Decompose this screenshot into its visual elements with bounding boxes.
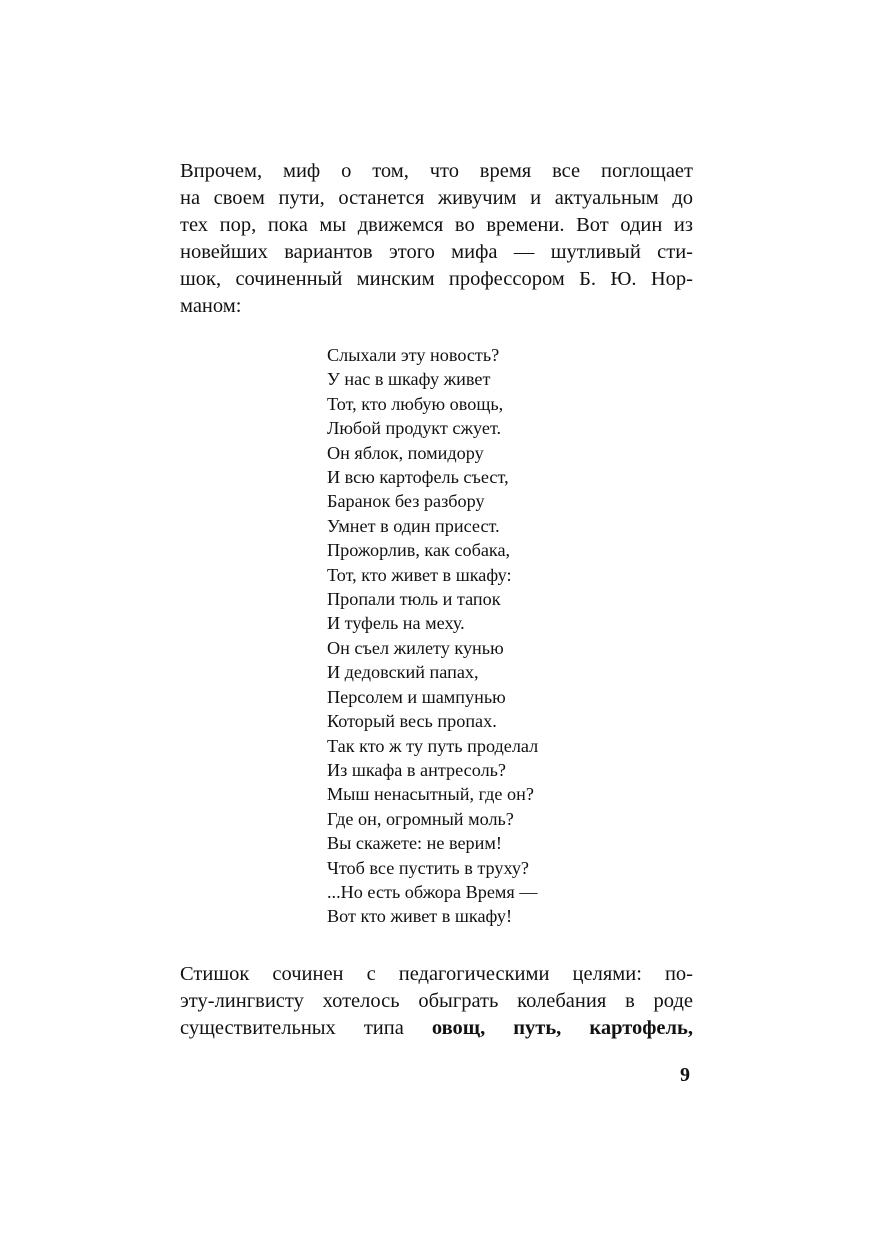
poem-line: У нас в шкафу живет xyxy=(327,369,491,390)
poem-line: Слыхали эту новость? xyxy=(327,345,500,365)
text-line: маном: xyxy=(180,295,242,317)
text-line: Впрочем, миф о том, что время все поглощает xyxy=(180,160,693,182)
poem-line: Вот кто живет в шкафу! xyxy=(327,906,513,927)
poem-line: Чтоб все пустить в труху? xyxy=(327,857,530,878)
poem-line: Персолем и шампунью xyxy=(327,686,506,707)
poem-line: Так кто ж ту путь проделал xyxy=(327,735,539,756)
poem-line: ...Но есть обжора Время — xyxy=(327,881,538,902)
text-fragment: существительных типа xyxy=(180,1017,404,1039)
paragraph-intro xyxy=(180,158,693,320)
poem-line: Прожорлив, как собака, xyxy=(327,540,511,561)
poem-line: Пропали тюль и тапок xyxy=(327,589,501,610)
poem-line: Из шкафа в антресоль? xyxy=(327,759,507,780)
poem-line: Умнет в один присест. xyxy=(327,515,500,536)
poem-line: Любой продукт сжует. xyxy=(327,418,502,439)
poem-line: Он съел жилету кунью xyxy=(327,637,504,658)
bold-examples: овощ, путь, картофель, xyxy=(431,1017,693,1039)
poem-line: И дедовский папах, xyxy=(327,662,479,683)
text-line: шок, сочиненный минским профессором Б. Ю. Нор- xyxy=(180,268,693,290)
poem-line: И всю картофель съест, xyxy=(327,467,509,488)
poem-line: Он яблок, помидору xyxy=(327,442,484,463)
page-number: 9 xyxy=(680,1064,690,1086)
poem-line: Баранок без разбору xyxy=(327,491,485,512)
text-line: Стишок сочинен с педагогическими целями: по- xyxy=(180,963,693,985)
poem-line: Тот, кто живет в шкафу: xyxy=(327,564,512,585)
text-line: новейших вариантов этого мифа — шутливый сти- xyxy=(180,241,693,263)
text-line: на своем пути, останется живучим и актуальным до xyxy=(180,187,693,209)
poem-line: Который весь пропах. xyxy=(327,711,497,732)
paragraph-explanation xyxy=(180,961,693,1042)
poem-line: Тот, кто любую овощь, xyxy=(327,393,504,414)
poem-line: Вы скажете: не верим! xyxy=(327,833,502,854)
text-line: эту-лингвисту хотелось обыграть колебания в роде xyxy=(180,990,693,1012)
text-line: тех пор, пока мы движемся во времени. Вот один из xyxy=(180,214,693,236)
poem-line: Где он, огромный моль? xyxy=(327,808,514,829)
poem-line: Мыш ненасытный, где он? xyxy=(327,784,534,805)
text-line xyxy=(180,1015,693,1042)
poem-line: И туфель на меху. xyxy=(327,613,465,634)
poem xyxy=(327,343,538,929)
